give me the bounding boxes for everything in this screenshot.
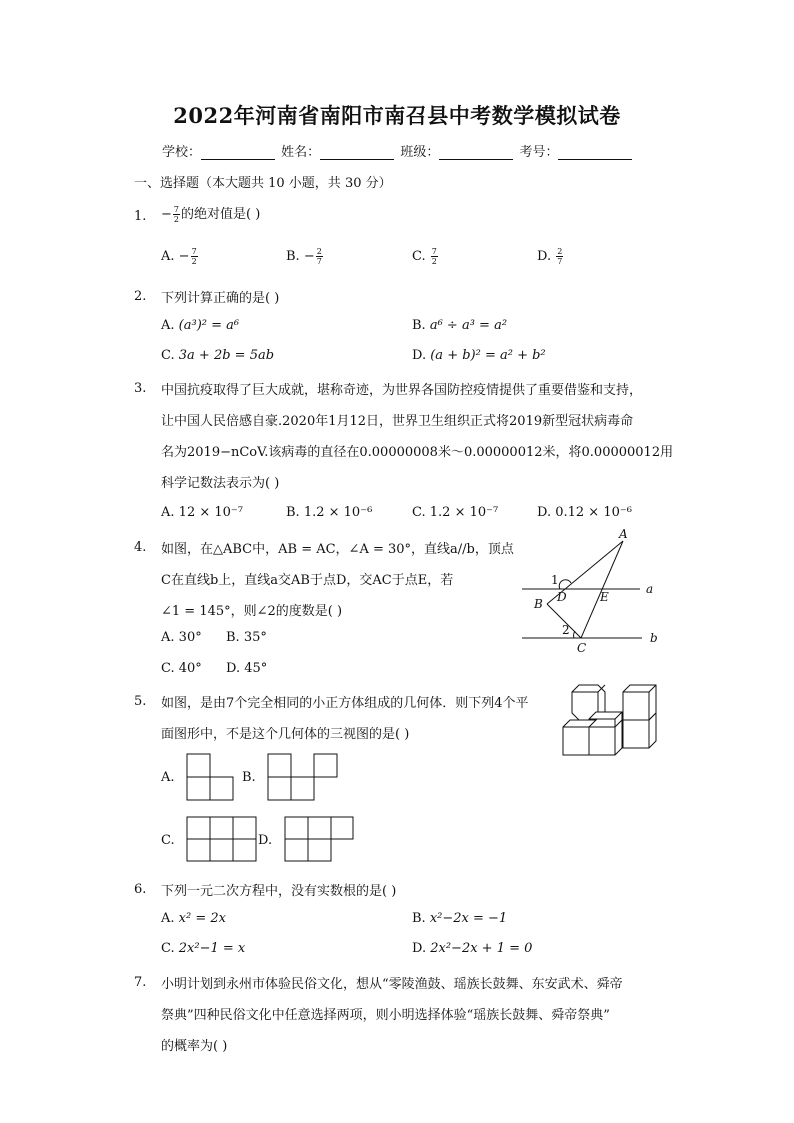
option-expr: a⁶ ÷ a³ = a² [429,318,508,333]
class-label: 班级： [400,145,440,160]
q1-sign: − [161,207,172,222]
option-label: A. [161,505,175,520]
option-expr: (a³)² = a⁶ [178,318,240,333]
option-expr: x² = 2x [178,911,226,926]
option-label: C. [412,505,426,520]
option-sign: − [178,249,190,264]
q2-text: 下列计算正确的是( ) [161,291,280,306]
q1-number: 1. [134,209,147,224]
q5-option-d[interactable]: D. [258,833,273,848]
label-A: A [619,527,628,541]
label-D: D [557,590,567,604]
option-expr: 0.12 × 10⁻⁶ [555,505,632,520]
option-label: D. [412,348,427,363]
option-label: C. [161,941,175,956]
q5-option-b[interactable]: B. [242,770,256,785]
q1-frac-den: 2 [173,215,179,224]
frac-num: 7 [191,247,197,256]
option-label: B. [286,249,300,264]
option-label: D. [537,505,552,520]
q4-number: 4. [134,540,147,555]
option-expr: 2x²−1 = x [178,941,246,956]
option-expr: (a + b)² = a² + b² [430,348,546,363]
option-expr: x²−2x = −1 [429,911,508,926]
q1-stem: 的绝对值是( ) [181,207,261,222]
option-label: C. [161,661,175,676]
option-label: C. [412,249,426,264]
frac-den: 2 [191,257,197,266]
label-C: C [577,641,587,655]
q2-number: 2. [134,289,147,304]
q1-frac-num: 7 [173,205,179,214]
option-expr: 30° [178,630,202,645]
q4-line-2: C在直线b上，直线a交AB于点D，交AC于点E，若 [161,573,454,588]
option-expr: 3a + 2b = 5ab [178,348,275,363]
q5-number: 5. [134,694,147,709]
q6-number: 6. [134,882,147,897]
label-b: b [650,631,658,645]
frac-den: 2 [431,257,437,266]
label-B: B [534,597,543,611]
q6-option-d[interactable] [412,941,532,956]
option-label: C. [161,348,175,363]
option-expr: 35° [243,630,267,645]
frac-num: 7 [431,247,437,256]
name-label: 姓名： [281,145,321,160]
option-expr: 45° [244,661,268,676]
option-label: B. [226,630,240,645]
frac-num: 2 [316,247,322,256]
q6-option-c[interactable] [161,941,245,956]
exam-no-label: 考号： [519,145,559,160]
label-E: E [600,590,609,604]
option-expr: 1.2 × 10⁻⁶ [303,505,373,520]
option-label: D. [537,249,552,264]
section-heading: 一、选择题（本大题共 10 小题，共 30 分） [134,176,392,191]
q4-line-3: ∠1 = 145°，则∠2的度数是( ) [161,604,343,619]
q7-line-1: 小明计划到永州市体验民俗文化，想从“零陵渔鼓、瑶族长鼓舞、东安武术、舜帝 [161,977,623,992]
q5-line-1: 如图，是由7个完全相同的小正方体组成的几何体．则下列4个平 [161,696,529,711]
label-angle-2: 2 [562,623,570,637]
q7-line-2: 祭典”四种民俗文化中任意选择两项，则小明选择体验“瑶族长鼓舞、舜帝祭典” [161,1008,610,1023]
option-expr: 40° [178,661,202,676]
option-label: B. [286,505,300,520]
option-label: A. [161,249,175,264]
q5-line-2: 面图形中，不是这个几何体的三视图的是( ) [161,727,410,742]
q3-number: 3. [134,381,147,396]
frac-den: 7 [557,257,563,266]
q4-line-1: 如图，在△ABC中，AB = AC，∠A = 30°，直线a//b，顶点 [161,542,514,557]
page-title: 2022年河南省南阳市南召县中考数学模拟试卷 [173,103,621,128]
option-label: A. [161,630,175,645]
frac-den: 7 [316,257,322,266]
q6-option-b[interactable] [412,911,507,926]
q3-line-4: 科学记数法表示为( ) [161,476,280,491]
option-expr: 2x²−2x + 1 = 0 [430,941,533,956]
q3-line-3: 名为2019−nCoV.该病毒的直径在0.00000008米～0.00000012米，将0.00000012用 [161,445,674,460]
option-label: D. [412,941,427,956]
q3-line-1: 中国抗疫取得了巨大成就，堪称奇迹，为世界各国防控疫情提供了重要借鉴和支持， [161,383,643,398]
option-expr: 12 × 10⁻⁷ [178,505,243,520]
q7-number: 7. [134,975,147,990]
q6-option-a[interactable] [161,911,226,926]
frac-num: 2 [557,247,563,256]
option-label: A. [161,318,175,333]
q5-option-a[interactable]: A. [161,770,175,785]
school-label: 学校： [162,145,202,160]
option-label: B. [412,318,426,333]
option-sign: − [303,249,315,264]
option-expr: 1.2 × 10⁻⁷ [429,505,499,520]
label-angle-1: 1 [551,573,559,587]
q3-line-2: 让中国人民倍感自豪.2020年1月12日，世界卫生组织正式将2019新型冠状病毒命 [161,414,634,429]
option-label: D. [226,661,241,676]
label-a: a [646,582,654,596]
q5-option-c[interactable]: C. [161,833,175,848]
option-label: A. [161,911,175,926]
q6-text: 下列一元二次方程中，没有实数根的是( ) [161,884,397,899]
option-label: B. [412,911,426,926]
q7-line-3: 的概率为( ) [161,1039,228,1054]
